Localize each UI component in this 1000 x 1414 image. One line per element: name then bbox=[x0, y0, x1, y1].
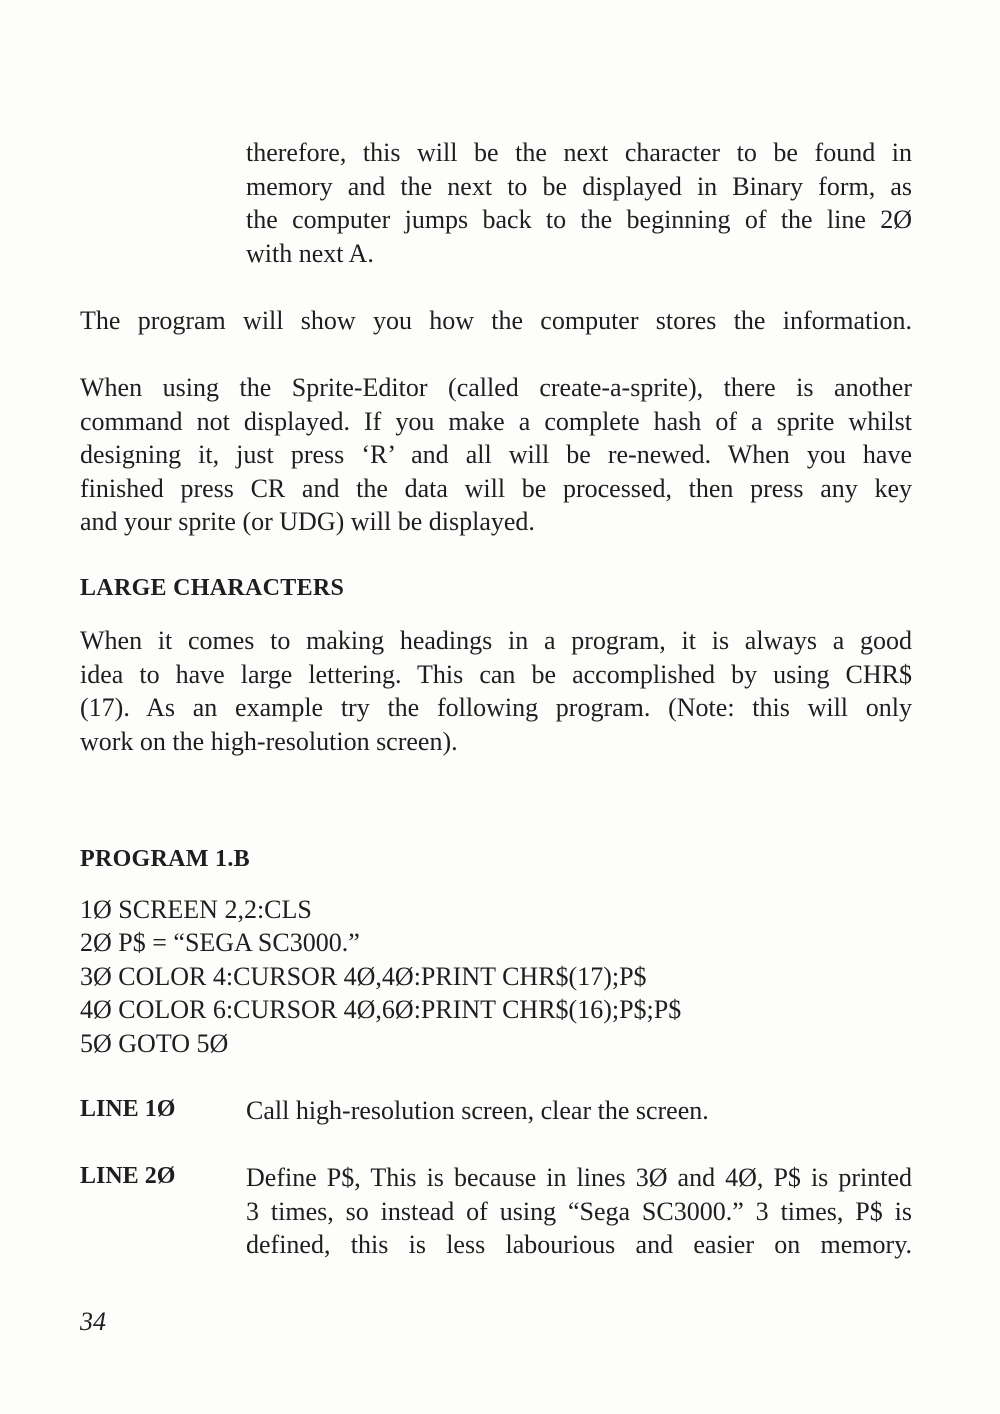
text-line: and your sprite (or UDG) will be displayed. bbox=[80, 507, 535, 537]
text-line: Call high-resolution screen, clear the screen. bbox=[246, 1096, 709, 1125]
text-line: The program will show you how the computer stores the information. bbox=[80, 306, 912, 335]
text-line: 3 times, so instead of using “Sega SC3000.” 3 times, P$ is bbox=[246, 1196, 912, 1226]
program-listing bbox=[80, 893, 681, 1060]
text-line: finished press CR and the data will be processed, then press any key bbox=[80, 473, 912, 503]
program-line: 5Ø GOTO 5Ø bbox=[80, 1028, 229, 1058]
text-line: When it comes to making headings in a program, it is always a good bbox=[80, 626, 912, 655]
text-line: When using the Sprite-Editor (called create-a-sprite), there is another bbox=[80, 373, 912, 402]
line-20-description bbox=[246, 1161, 912, 1262]
large-characters-heading: LARGE CHARACTERS bbox=[80, 575, 345, 601]
text-line: command not displayed. If you make a complete hash of a sprite whilst bbox=[80, 406, 912, 436]
sprite-editor-paragraph bbox=[80, 371, 912, 539]
text-line: (17). As an example try the following program. (Note: this will only bbox=[80, 693, 912, 723]
line-10-label: LINE 1Ø bbox=[80, 1096, 176, 1122]
program-line: 2Ø P$ = “SEGA SC3000.” bbox=[80, 928, 360, 958]
program-shows-paragraph bbox=[80, 304, 912, 338]
page-number: 34 bbox=[80, 1307, 106, 1336]
text-line: designing it, just press ‘R’ and all will be re-newed. When you have bbox=[80, 440, 912, 470]
text-line: memory and the next to be displayed in Binary form, as bbox=[246, 171, 912, 201]
text-line: therefore, this will be the next character to be found in bbox=[246, 138, 912, 167]
text-line: with next A. bbox=[246, 238, 374, 268]
text-line: defined, this is less labourious and easier on memory. bbox=[246, 1230, 912, 1260]
line-20-label: LINE 2Ø bbox=[80, 1163, 176, 1189]
text-line: Define P$, This is because in lines 3Ø and 4Ø, P$ is printed bbox=[246, 1163, 912, 1192]
program-line: 3Ø COLOR 4:CURSOR 4Ø,4Ø:PRINT CHR$(17);P$ bbox=[80, 961, 647, 991]
program-heading: PROGRAM 1.B bbox=[80, 846, 250, 872]
text-line: the computer jumps back to the beginning of the line 2Ø bbox=[246, 205, 912, 235]
large-characters-paragraph bbox=[80, 624, 912, 758]
text-line: work on the high-resolution screen). bbox=[80, 726, 458, 756]
program-line: 1Ø SCREEN 2,2:CLS bbox=[80, 895, 312, 924]
program-line: 4Ø COLOR 6:CURSOR 4Ø,6Ø:PRINT CHR$(16);P$;P$ bbox=[80, 995, 682, 1025]
line-10-description bbox=[246, 1094, 912, 1128]
text-line: idea to have large lettering. This can be accomplished by using CHR$ bbox=[80, 659, 912, 689]
continuation-paragraph bbox=[246, 136, 912, 270]
